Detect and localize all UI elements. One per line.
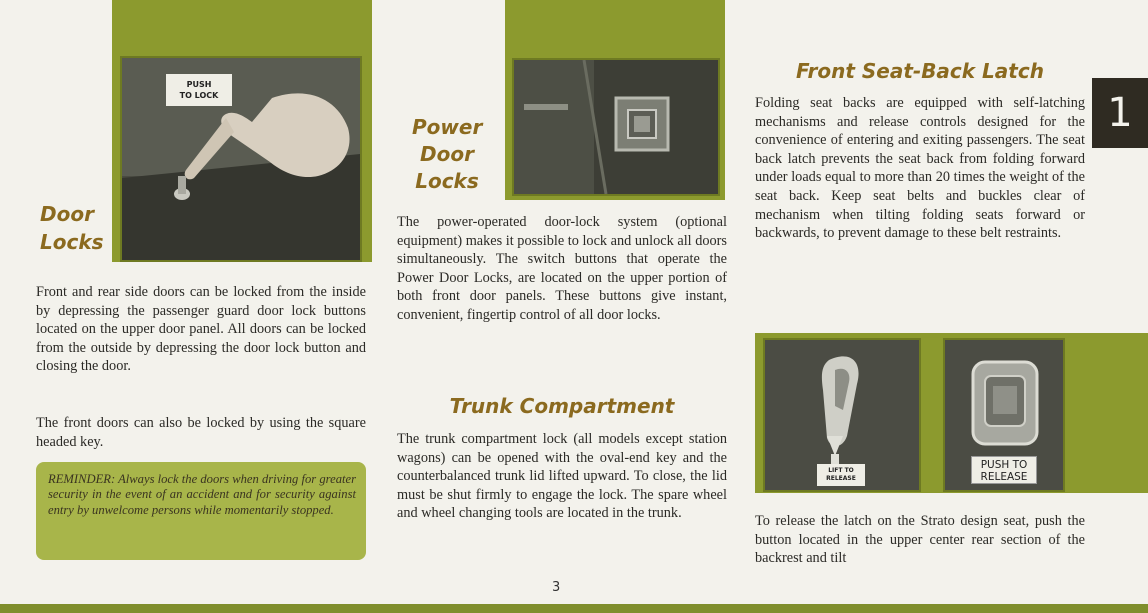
power-lock-switch-photo (512, 58, 720, 196)
power-door-locks-heading-line3: Locks (415, 169, 479, 193)
lift-to-release-photo (763, 338, 921, 492)
strato-seat-release-paragraph: To release the latch on the Strato design seat, push the button located in the upper center rear section of the backrest and tilt (755, 513, 1085, 567)
push-to-lock-line2: TO LOCK (179, 91, 219, 100)
push-to-release-line2: RELEASE (980, 471, 1028, 483)
push-to-release-sign (971, 456, 1037, 484)
lift-to-release-line2: RELEASE (826, 475, 856, 482)
push-to-lock-line1: PUSH (186, 80, 212, 89)
door-locks-paragraph-1: Front and rear side doors can be locked from the inside by depressing the passenger guard door lock buttons located on the upper door panel. All doors can be locked from the outside by depressing the door lock button and closing the door. (36, 284, 366, 375)
trunk-compartment-heading: Trunk Compartment (449, 394, 675, 418)
lift-to-release-line1: LIFT TO (828, 467, 854, 474)
door-locks-heading-line1: Door (40, 202, 94, 226)
door-locks-heading-line2: Locks (40, 230, 104, 254)
chapter-tab: 1 (1092, 78, 1148, 148)
power-door-locks-paragraph: The power-operated door-lock system (optional equipment) makes it possible to lock and unlock all doors simultaneously. The switch buttons that operate the Power Door Locks, are located on the upper portion of both front door panels. These buttons give instant, convenient, fingertip control of all door locks. (397, 214, 727, 323)
front-seat-back-latch-paragraph: Folding seat backs are equipped with self-latching mechanisms and release controls designed for the convenience of entering and exiting passengers. The seat back latch prevents the seat back from folding forward under loads equal to more than 20 times the weight of the seat back. Keep seat belts and buckles clear of mechanism when tilting folding seats forward or backwards, to prevent damage to these belt restraints. (755, 95, 1085, 242)
bottom-border (0, 604, 1148, 613)
power-door-locks-heading (412, 114, 482, 195)
door-locks-paragraph-2: The front doors can also be locked by using the square headed key. (36, 415, 366, 450)
push-to-release-line1: PUSH TO (980, 459, 1028, 471)
trunk-compartment-paragraph: The trunk compartment lock (all models except station wagons) can be opened with the oval-end key and the counterbalanced trunk lid lifted upward. To close, the lid must be shut firmly to engage the lock. The spare wheel and wheel changing tools are located in the trunk. (397, 431, 727, 522)
door-lock-photo (120, 56, 362, 262)
page-number: 3 (552, 580, 561, 595)
power-door-locks-heading-line1: Power (412, 115, 483, 139)
hand-pressing-lock-illustration (122, 58, 360, 260)
front-seat-back-latch-heading: Front Seat-Back Latch (796, 59, 1044, 83)
power-lock-switch-illustration (514, 60, 718, 194)
lift-to-release-sign (817, 464, 865, 486)
power-door-locks-heading-line2: Door (420, 142, 474, 166)
push-to-lock-sign (166, 74, 232, 106)
reminder-box: REMINDER: Always lock the doors when driving for greater security in the event of an accident and for security against entry by unwelcome persons while momentarily stopped. (36, 462, 366, 560)
door-locks-heading (40, 200, 104, 256)
push-to-release-photo (943, 338, 1065, 492)
